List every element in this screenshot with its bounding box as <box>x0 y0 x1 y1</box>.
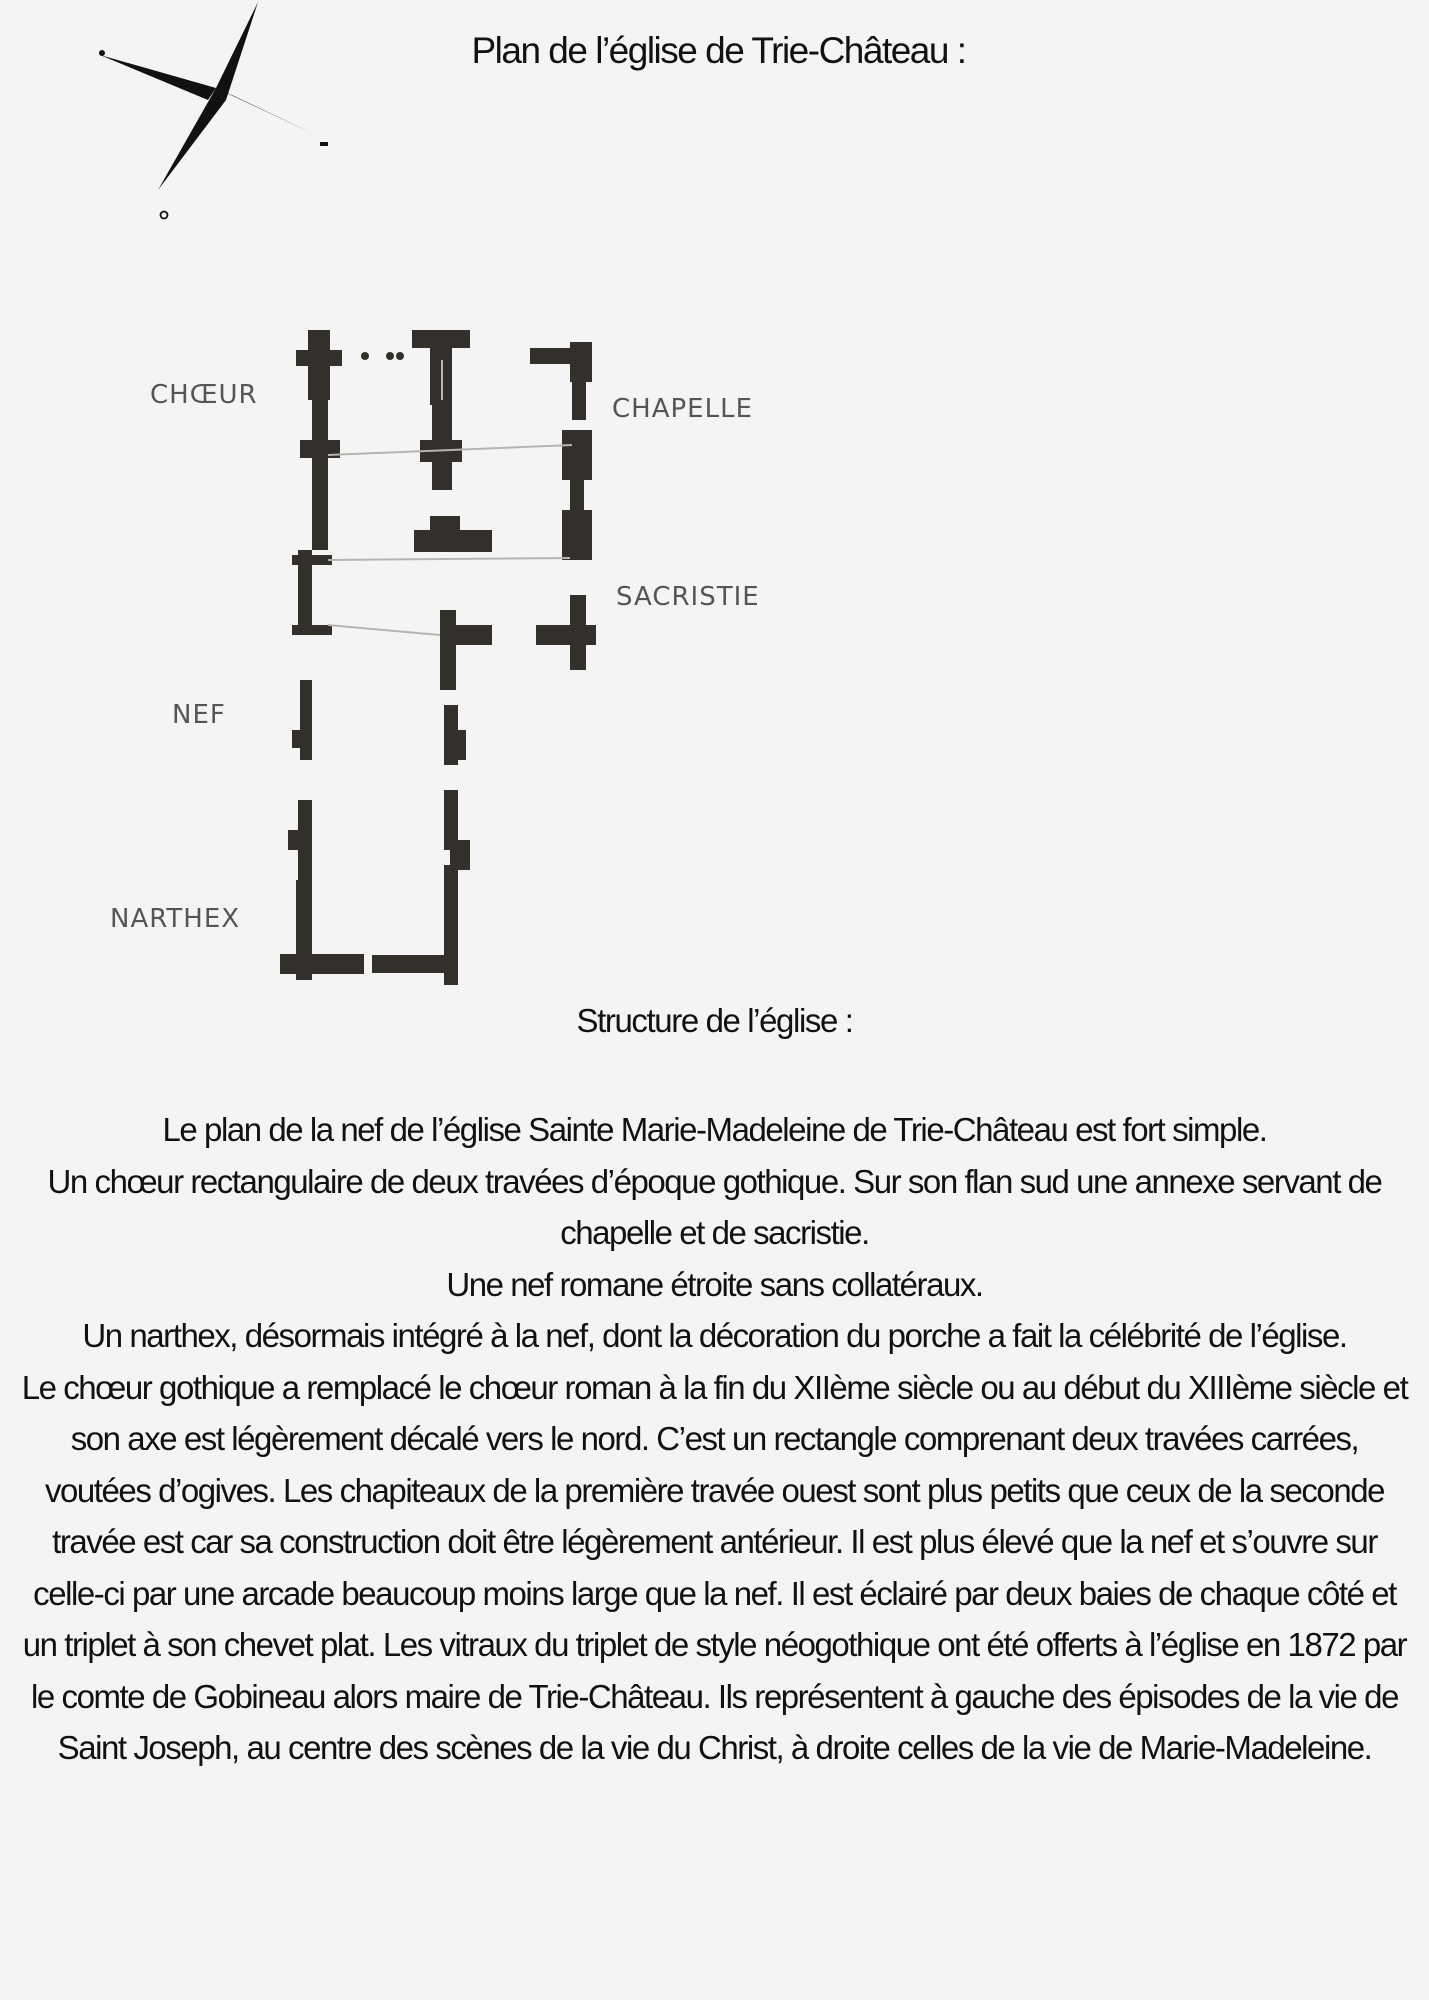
paragraph: Un chœur rectangulaire de deux travées d’époque gothique. Sur son flan sud une annexe servant de chapelle et de sacristie. <box>47 1162 1382 1251</box>
paragraph: Le chœur gothique a remplacé le chœur roman à la fin du XIIème siècle ou au début du XIIIème siècle et son axe est légèrement décalé vers le nord. C’est un rectangle comprenant deux travées carrées, voutées d’ogives. Les chapiteaux de la première travée ouest sont plus petits que ceux de la seconde travée est car sa construction doit être légèrement antérieur. Il est plus élevé que la nef et s’ouvre sur celle-ci par une arcade beaucoup moins large que la nef. Il est éclairé par deux baies de chaque côté et un triplet à son chevet plat. Les vitraux du triplet de style néogothique ont été offerts à l’église en 1872 par le comte de Gobineau alors maire de Trie-Château. Ils représentent à gauche des épisodes de la vie de Saint Joseph, au centre des scènes de la vie du Christ, à droite celles de la vie de Marie-Madeleine. <box>21 1368 1408 1766</box>
plan-label-choeur: CHŒUR <box>150 380 258 410</box>
compass-rose-icon <box>88 0 348 230</box>
page-title: Plan de l’église de Trie-Château : <box>471 30 966 71</box>
body-text <box>18 1104 1411 1774</box>
paragraph: Une nef romane étroite sans collatéraux. <box>446 1265 983 1303</box>
plan-label-narthex: NARTHEX <box>110 904 241 934</box>
paragraph: Un narthex, désormais intégré à la nef, dont la décoration du porche a fait la célébrité de l’église. <box>82 1317 1347 1354</box>
plan-label-nef: NEF <box>172 700 226 730</box>
paragraph: Le plan de la nef de l’église Sainte Marie-Madeleine de Trie-Château est fort simple. <box>162 1111 1267 1148</box>
section-title: Structure de l’église : <box>576 1002 853 1039</box>
plan-label-sacristie: SACRISTIE <box>616 582 760 612</box>
church-plan <box>100 320 800 1000</box>
plan-label-chapelle: CHAPELLE <box>612 394 753 424</box>
